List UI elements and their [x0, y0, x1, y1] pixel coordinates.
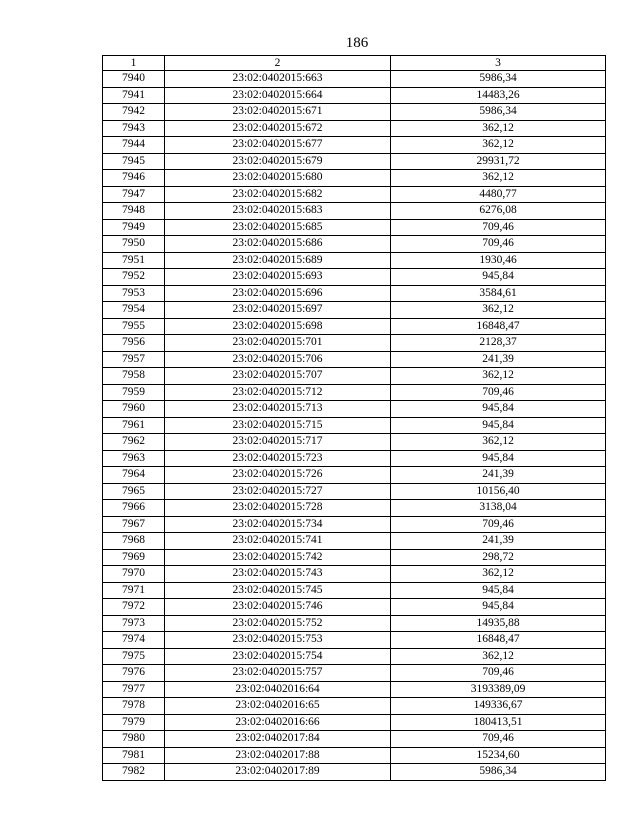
table-row [103, 434, 606, 451]
cadastral-number-cell: 23:02:0402015:745 [165, 582, 391, 599]
value-cell: 362,12 [391, 566, 606, 583]
value-cell: 14935,88 [391, 615, 606, 632]
table-row [103, 368, 606, 385]
row-number-cell: 7949 [103, 219, 165, 236]
cadastral-number-cell: 23:02:0402015:753 [165, 632, 391, 649]
row-number-cell: 7956 [103, 335, 165, 352]
table-row [103, 219, 606, 236]
column-header-3: 3 [391, 56, 606, 71]
page-number: 186 [345, 35, 369, 51]
row-number-cell: 7943 [103, 120, 165, 137]
value-cell: 10156,40 [391, 483, 606, 500]
cadastral-number-cell: 23:02:0402015:696 [165, 285, 391, 302]
cadastral-number-cell: 23:02:0402016:65 [165, 698, 391, 715]
value-cell: 3584,61 [391, 285, 606, 302]
table-row [103, 599, 606, 616]
value-cell: 180413,51 [391, 714, 606, 731]
table-row [103, 500, 606, 517]
value-cell: 709,46 [391, 665, 606, 682]
row-number-cell: 7961 [103, 417, 165, 434]
value-cell: 149336,67 [391, 698, 606, 715]
value-cell: 709,46 [391, 219, 606, 236]
cadastral-number-cell: 23:02:0402017:84 [165, 731, 391, 748]
row-number-cell: 7942 [103, 104, 165, 121]
row-number-cell: 7951 [103, 252, 165, 269]
table-row [103, 203, 606, 220]
row-number-cell: 7952 [103, 269, 165, 286]
table-row [103, 285, 606, 302]
cadastral-number-cell: 23:02:0402015:726 [165, 467, 391, 484]
value-cell: 945,84 [391, 417, 606, 434]
table-header-row [103, 56, 606, 71]
row-number-cell: 7976 [103, 665, 165, 682]
table-row [103, 764, 606, 781]
value-cell: 945,84 [391, 599, 606, 616]
cadastral-number-cell: 23:02:0402015:752 [165, 615, 391, 632]
column-header-2: 2 [165, 56, 391, 71]
cadastral-table [102, 55, 606, 781]
value-cell: 709,46 [391, 384, 606, 401]
row-number-cell: 7958 [103, 368, 165, 385]
value-cell: 362,12 [391, 137, 606, 154]
table-row [103, 549, 606, 566]
table-row [103, 252, 606, 269]
row-number-cell: 7982 [103, 764, 165, 781]
value-cell: 945,84 [391, 401, 606, 418]
cadastral-number-cell: 23:02:0402015:671 [165, 104, 391, 121]
value-cell: 15234,60 [391, 747, 606, 764]
value-cell: 1930,46 [391, 252, 606, 269]
table-row [103, 533, 606, 550]
row-number-cell: 7972 [103, 599, 165, 616]
cadastral-number-cell: 23:02:0402016:66 [165, 714, 391, 731]
table-row [103, 401, 606, 418]
row-number-cell: 7962 [103, 434, 165, 451]
cadastral-number-cell: 23:02:0402015:728 [165, 500, 391, 517]
value-cell: 3193389,09 [391, 681, 606, 698]
table-row [103, 731, 606, 748]
row-number-cell: 7947 [103, 186, 165, 203]
table-row [103, 120, 606, 137]
row-number-cell: 7963 [103, 450, 165, 467]
cadastral-number-cell: 23:02:0402015:679 [165, 153, 391, 170]
row-number-cell: 7973 [103, 615, 165, 632]
value-cell: 241,39 [391, 467, 606, 484]
cadastral-number-cell: 23:02:0402015:712 [165, 384, 391, 401]
table-row [103, 335, 606, 352]
cadastral-number-cell: 23:02:0402015:672 [165, 120, 391, 137]
row-number-cell: 7941 [103, 87, 165, 104]
value-cell: 6276,08 [391, 203, 606, 220]
cadastral-number-cell: 23:02:0402015:713 [165, 401, 391, 418]
cadastral-number-cell: 23:02:0402015:715 [165, 417, 391, 434]
cadastral-number-cell: 23:02:0402015:689 [165, 252, 391, 269]
cadastral-number-cell: 23:02:0402015:743 [165, 566, 391, 583]
cadastral-number-cell: 23:02:0402015:746 [165, 599, 391, 616]
table-row [103, 698, 606, 715]
row-number-cell: 7945 [103, 153, 165, 170]
table-row [103, 450, 606, 467]
row-number-cell: 7959 [103, 384, 165, 401]
column-header-1: 1 [103, 56, 165, 71]
value-cell: 5986,34 [391, 764, 606, 781]
value-cell: 362,12 [391, 434, 606, 451]
value-cell: 29931,72 [391, 153, 606, 170]
value-cell: 241,39 [391, 533, 606, 550]
table-row [103, 104, 606, 121]
row-number-cell: 7953 [103, 285, 165, 302]
cadastral-number-cell: 23:02:0402015:754 [165, 648, 391, 665]
row-number-cell: 7964 [103, 467, 165, 484]
row-number-cell: 7978 [103, 698, 165, 715]
cadastral-number-cell: 23:02:0402015:682 [165, 186, 391, 203]
cadastral-number-cell: 23:02:0402015:706 [165, 351, 391, 368]
cadastral-number-cell: 23:02:0402016:64 [165, 681, 391, 698]
value-cell: 5986,34 [391, 104, 606, 121]
cadastral-number-cell: 23:02:0402015:680 [165, 170, 391, 187]
value-cell: 298,72 [391, 549, 606, 566]
table-row [103, 137, 606, 154]
table-row [103, 71, 606, 88]
value-cell: 14483,26 [391, 87, 606, 104]
table-row [103, 615, 606, 632]
table-row [103, 384, 606, 401]
table-row [103, 665, 606, 682]
value-cell: 945,84 [391, 269, 606, 286]
row-number-cell: 7960 [103, 401, 165, 418]
cadastral-number-cell: 23:02:0402017:89 [165, 764, 391, 781]
row-number-cell: 7975 [103, 648, 165, 665]
cadastral-number-cell: 23:02:0402015:693 [165, 269, 391, 286]
value-cell: 362,12 [391, 120, 606, 137]
row-number-cell: 7955 [103, 318, 165, 335]
table-row [103, 417, 606, 434]
cadastral-number-cell: 23:02:0402015:707 [165, 368, 391, 385]
table-row [103, 269, 606, 286]
row-number-cell: 7940 [103, 71, 165, 88]
cadastral-number-cell: 23:02:0402015:701 [165, 335, 391, 352]
cadastral-number-cell: 23:02:0402015:717 [165, 434, 391, 451]
cadastral-number-cell: 23:02:0402015:697 [165, 302, 391, 319]
cadastral-number-cell: 23:02:0402015:686 [165, 236, 391, 253]
table-row [103, 87, 606, 104]
table-row [103, 681, 606, 698]
row-number-cell: 7974 [103, 632, 165, 649]
value-cell: 709,46 [391, 516, 606, 533]
row-number-cell: 7981 [103, 747, 165, 764]
row-number-cell: 7969 [103, 549, 165, 566]
row-number-cell: 7971 [103, 582, 165, 599]
value-cell: 4480,77 [391, 186, 606, 203]
row-number-cell: 7954 [103, 302, 165, 319]
table-row [103, 170, 606, 187]
cadastral-number-cell: 23:02:0402015:677 [165, 137, 391, 154]
cadastral-number-cell: 23:02:0402015:734 [165, 516, 391, 533]
row-number-cell: 7948 [103, 203, 165, 220]
value-cell: 945,84 [391, 450, 606, 467]
row-number-cell: 7967 [103, 516, 165, 533]
cadastral-number-cell: 23:02:0402015:727 [165, 483, 391, 500]
table-row [103, 483, 606, 500]
row-number-cell: 7966 [103, 500, 165, 517]
value-cell: 16848,47 [391, 318, 606, 335]
table-row [103, 566, 606, 583]
cadastral-number-cell: 23:02:0402017:88 [165, 747, 391, 764]
table-row [103, 302, 606, 319]
cadastral-number-cell: 23:02:0402015:698 [165, 318, 391, 335]
table-row [103, 648, 606, 665]
value-cell: 362,12 [391, 170, 606, 187]
table-body [103, 56, 606, 781]
cadastral-number-cell: 23:02:0402015:663 [165, 71, 391, 88]
row-number-cell: 7970 [103, 566, 165, 583]
value-cell: 16848,47 [391, 632, 606, 649]
value-cell: 709,46 [391, 236, 606, 253]
table-row [103, 714, 606, 731]
value-cell: 709,46 [391, 731, 606, 748]
table-row [103, 318, 606, 335]
cadastral-number-cell: 23:02:0402015:683 [165, 203, 391, 220]
row-number-cell: 7980 [103, 731, 165, 748]
row-number-cell: 7950 [103, 236, 165, 253]
value-cell: 362,12 [391, 368, 606, 385]
cadastral-number-cell: 23:02:0402015:723 [165, 450, 391, 467]
table-row [103, 632, 606, 649]
table-row [103, 236, 606, 253]
table-row [103, 467, 606, 484]
value-cell: 3138,04 [391, 500, 606, 517]
value-cell: 5986,34 [391, 71, 606, 88]
row-number-cell: 7979 [103, 714, 165, 731]
value-cell: 945,84 [391, 582, 606, 599]
cadastral-number-cell: 23:02:0402015:664 [165, 87, 391, 104]
table-row [103, 351, 606, 368]
row-number-cell: 7968 [103, 533, 165, 550]
value-cell: 362,12 [391, 648, 606, 665]
table-row [103, 153, 606, 170]
table-row [103, 516, 606, 533]
value-cell: 241,39 [391, 351, 606, 368]
table-row [103, 582, 606, 599]
value-cell: 362,12 [391, 302, 606, 319]
cadastral-number-cell: 23:02:0402015:741 [165, 533, 391, 550]
row-number-cell: 7957 [103, 351, 165, 368]
table-row [103, 186, 606, 203]
row-number-cell: 7977 [103, 681, 165, 698]
row-number-cell: 7944 [103, 137, 165, 154]
row-number-cell: 7965 [103, 483, 165, 500]
table-row [103, 747, 606, 764]
cadastral-number-cell: 23:02:0402015:685 [165, 219, 391, 236]
value-cell: 2128,37 [391, 335, 606, 352]
row-number-cell: 7946 [103, 170, 165, 187]
cadastral-number-cell: 23:02:0402015:742 [165, 549, 391, 566]
cadastral-number-cell: 23:02:0402015:757 [165, 665, 391, 682]
